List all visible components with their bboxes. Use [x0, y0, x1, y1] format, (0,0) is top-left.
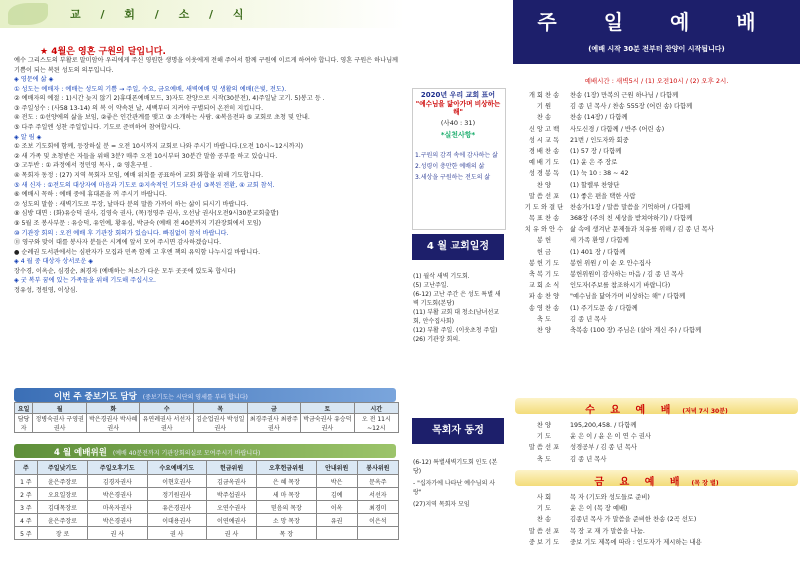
motto-verse: (사40 : 31) [440, 119, 476, 127]
order-value: 목 자 (기도와 성도들로 준비) [570, 494, 650, 501]
order-role: 봉 헌 [536, 237, 552, 245]
table-cell: 유연례권사 서선자권사 [140, 414, 194, 433]
order-value: 368장 (주의 친 세상을 받쳐야하기) / 다함께 [570, 215, 693, 223]
order-row [518, 202, 798, 213]
table-cell: 오요일장로 [37, 488, 87, 501]
order-role: 중 보 기 도 [528, 538, 560, 546]
announcement-line: ① 성도는 예배자 : 예배는 성도의 기쁨 → 주일, 수요, 금요예배, 새벽예배 및 생활의 예배(은빛, 전도). [14, 85, 287, 93]
order-value: 윤 은 이 (목 장 예배) [570, 505, 628, 513]
table-header-cell: 수요예배기도 [147, 461, 206, 475]
announcement-line: 정유성, 정원영, 이상심. [14, 287, 78, 295]
table-cell: 김예 [316, 488, 357, 501]
order-role: 찬 송 [536, 516, 552, 524]
schedule-list [413, 272, 503, 344]
order-role: 성 시 교 독 [528, 136, 560, 144]
announcement-body [14, 56, 399, 296]
announcement-intro: 예수 그리스도의 부활로 말미암아 우리에게 주신 영원한 생명을 이웃에게 전해 주어서 함께 구원에 이르게 하여야 합니다. 영혼 구원은 하나님께 기쁨이 되는 복된 성도의 의무입니다. [14, 57, 399, 74]
table-header-cell: 오후헌금위원 [257, 461, 316, 475]
order-value: (1) 눅 10 : 38 ~ 42 [570, 170, 629, 178]
order-row [518, 291, 798, 302]
announcement-line: ⑤ 새 신자 : ①전도의 대상자에 마음과 기도로 ②지속적인 기도와 관심 ③복된 전환, ④ 교회 참석. [14, 181, 275, 189]
table-header-cell: 주일오후기도 [88, 461, 147, 475]
table-header-cell: 주일낮기도 [37, 461, 87, 475]
order-role: 치 유 와 안 수 [524, 226, 564, 234]
table-cell: 1 주 [15, 475, 38, 488]
table-cell: 유은경권사 [147, 501, 206, 514]
motto-heading: 2020년 우리 교회 표어 [420, 91, 496, 99]
announcement-line: ● 순례권 도서관에서는 심판자가 모집과 민족 함께 고 후엔 책의 유익함 나누시길 바랍니다. [14, 248, 261, 256]
order-value: 봉헌 위원 / 이 순 오 안수집사 [570, 259, 652, 267]
announcement-line: 장수경, 이옥순, 심경순, 최경자 (예배하는 처소가 다운 모두 곳곳에 있도록 합시다) [14, 267, 236, 275]
order-role: 예 배 기 도 [528, 159, 560, 167]
order-value: 인도자(주보를 참조하시기 바랍니다) [570, 282, 671, 290]
order-role: 말 씀 선 포 [528, 527, 560, 535]
order-value: 성경공부 / 김 종 년 목사 [570, 444, 637, 452]
table-cell: 이현호권사 [147, 475, 206, 488]
table-cell: 마옥자권사 [88, 501, 147, 514]
table-cell: 오연수권사 [206, 501, 256, 514]
table-row [15, 475, 399, 488]
pastor-item: (6-12) 특별새벽기도회 인도 (본당) [413, 459, 498, 475]
announcement-line: ⑧ 심방 대면 : (화)유승덕 권사, 김영숙 권사, (목)정영주 권사, 오선남 권사(오전9시30분교회출발) [14, 210, 279, 218]
practice-item: 2.성령이 충만한 예배의 삶 [415, 163, 485, 170]
order-value: 봉헌위원이 감사하는 마음 / 김 종 년 목사 [570, 271, 684, 278]
order-value: (1) 좋은 편을 택한 사람 [570, 192, 636, 200]
order-value: (1) 주기도문 송 / 다함께 [570, 304, 638, 312]
announcement-line: ◈ 알 림 ◈ [14, 133, 42, 141]
order-role: 교 회 소 식 [528, 282, 560, 290]
announcement-line: ⑦ 성도의 말씀 : 새벽기도로 무장, 날마다 분의 말씀 가까이 하는 삶이 되시기 바랍니다. [14, 200, 249, 208]
order-role: 축 도 [536, 315, 552, 323]
order-row [518, 514, 798, 525]
table-row [15, 414, 399, 433]
practice-list [415, 152, 503, 185]
order-role: 찬 양 [536, 181, 552, 189]
order-role: 기 도 [536, 505, 552, 513]
order-value: 윤 은 이 / 윤 은 이 연 수 권사 [570, 433, 651, 441]
order-row [518, 537, 798, 548]
order-row [518, 180, 798, 191]
order-row [518, 503, 798, 514]
prayer-subtitle: (중보기도는 시단의 영세를 부터 합니다) [142, 394, 248, 401]
order-value: 21번 / 인도자와 회중 [570, 136, 629, 144]
table-cell: 세 마 목장 [257, 488, 316, 501]
table-cell: 정기원권사 [147, 488, 206, 501]
schedule-item: (11) 부활 교회 대 청소(남녀선교회, 안수집사회) [413, 309, 500, 325]
order-row [518, 101, 798, 112]
order-row [518, 157, 798, 168]
table-header-cell: 안내위원 [316, 461, 357, 475]
worship-section-bar [14, 444, 396, 458]
worship-staff-subtitle: (예배 40분전까지 기관장회의실로 모여주시기 바랍니다) [112, 450, 261, 457]
order-value: (1) 할렐루 찬양단 [570, 181, 620, 189]
table-cell: 권 사 [206, 527, 256, 540]
announcement-line: ③ 주일성수 : (사58 13-14) 의 복 이 약속된 날, 세백부터 지켜야 구별되어 온전히 지킵니다. [14, 104, 264, 112]
table-row [15, 514, 399, 527]
table-cell: 은 혜 목장 [257, 475, 316, 488]
order-row [518, 168, 798, 179]
table-cell: 담당자 [15, 414, 33, 433]
order-role: 기 원 [536, 103, 552, 111]
order-role: 찬 양 [536, 422, 552, 429]
order-row [518, 431, 798, 442]
order-row [518, 454, 798, 465]
pastor-item: (27)지역 목회자 모임 [413, 501, 470, 508]
wednesday-order-list [518, 420, 798, 465]
pastor-title: 목회자 동정 [412, 418, 504, 444]
sunday-order-list [518, 90, 798, 336]
order-row [518, 314, 798, 325]
church-motto: "예수님을 닮아가며 비상하는 해" [415, 100, 501, 116]
announcement-line: ② 새 가족 및 초청받은 자들을 위해 3분? 매주 오전 10시부터 30분간 말씀 공부를 하고 있습니다. [14, 152, 278, 160]
table-cell: 2 주 [15, 488, 38, 501]
order-role: 사 회 [536, 494, 552, 501]
order-role: 경 배 찬 송 [528, 147, 560, 155]
table-cell: 문옥주 [357, 475, 398, 488]
sunday-subtitle: (예배 시작 30분 전부터 찬양이 시작됩니다) [588, 45, 725, 53]
order-role: 신 앙 고 백 [528, 125, 560, 133]
schedule-item: (12) 부활 주일. (이웃초청 주일) [413, 327, 498, 334]
table-cell: 4 주 [15, 514, 38, 527]
order-row [518, 124, 798, 135]
order-value: 중보 기도 제목에 따라 : 인도자가 제시하는 내용 [570, 538, 702, 546]
order-value: (1) 57 장 / 다함께 [570, 147, 622, 155]
table-cell: 장 로 [37, 527, 87, 540]
table-cell: 박은경권사 [88, 514, 147, 527]
table-cell: 최경미 [357, 501, 398, 514]
sunday-times: 예배시간 : 새벽5시 / (1) 오전10시 / (2) 오후 2시. [584, 77, 729, 85]
table-cell [357, 527, 398, 540]
order-role: 목 표 찬 송 [528, 215, 560, 223]
wednesday-title: 수 요 예 배 [585, 405, 677, 416]
schedule-item: (6-12) 고난 주간 은 성도 특별 새벽 기도회(본당) [413, 291, 501, 307]
order-role: 찬 양 [536, 326, 552, 334]
table-cell: 서선자 [357, 488, 398, 501]
order-value: (1) 401 장 / 다함께 [570, 248, 626, 256]
order-value: 김종년 목사 가 말씀을 준비한 찬송 (2곡 선도) [570, 516, 697, 524]
pastor-list [413, 458, 503, 512]
table-header-cell: 요일 [15, 403, 33, 414]
table-cell: 박은 [316, 475, 357, 488]
order-value: 김 종 년 목사 / 찬송 555장 (어린 송) 다함께 [570, 103, 693, 111]
announcement-line: ◈ 영문에 삶 ◈ [14, 76, 54, 83]
order-role: 성 경 봉 독 [528, 170, 560, 178]
announcement-title: ★ 4월은 영혼 구원의 달입니다. [40, 47, 166, 57]
order-row [518, 269, 798, 280]
table-cell: 박은경권사 [88, 488, 147, 501]
order-role: 기 도 와 결 단 [524, 203, 564, 211]
order-row [518, 247, 798, 258]
order-role: 축 복 기 도 [528, 271, 560, 278]
friday-order-list [518, 492, 798, 548]
table-header-cell: 월 [33, 403, 87, 414]
order-row [518, 258, 798, 269]
wednesday-subtitle: (저녁 7시 30분) [682, 408, 728, 415]
announcement-line: ◈ 굿 복부 꿈에 있는 가족들을 위해 기도해 주십시오. [14, 277, 157, 285]
table-row [15, 488, 399, 501]
order-row [518, 325, 798, 336]
table-header-cell: 금 [247, 403, 301, 414]
order-role: 말 씀 선 포 [528, 192, 560, 200]
table-header-cell: 수 [140, 403, 194, 414]
friday-bar [515, 470, 798, 486]
order-value: 김 종 년 목사 [570, 315, 607, 323]
order-row [518, 303, 798, 314]
order-row [518, 442, 798, 453]
table-cell: 박은경권사 박사혜권사 [86, 414, 140, 433]
table-cell: 김대목장로 [37, 501, 87, 514]
order-value: 삶 속에 생겨난 문제들과 치유를 위해 / 김 종 년 목사 [570, 226, 714, 234]
order-row [518, 135, 798, 146]
order-row [518, 90, 798, 101]
order-role: 찬 송 [536, 114, 552, 122]
order-row [518, 420, 798, 431]
prayer-table [14, 402, 399, 433]
prayer-title: 이번 주 중보기도 담당 [54, 392, 137, 402]
practice-item: 3.세상을 구원하는 전도의 삶 [415, 174, 491, 181]
announcement-line: ② 예배자의 예절 : 1)시간 늦지 않기 2)휴대폰예배모드, 3)자도 찬양으로 시작(30분전), 4)주일날 고기. 5)봉고 등 . [14, 95, 325, 103]
order-role: 송 영 찬 송 [528, 304, 560, 312]
table-cell: 윤은주장로 [37, 514, 87, 527]
table-header-cell: 시간 [354, 403, 398, 414]
order-row [518, 191, 798, 202]
pastor-item: - "십자가에 나타난 예수님의 사랑" [413, 480, 496, 496]
announcement-line: ⑪ 영구와 맞이 대를 봉사자 분들은 시계에 앞서 모여 주시면 감사하겠습니다. [14, 239, 222, 247]
friday-title: 금 요 예 배 [594, 477, 686, 488]
schedule-item: (26) 기관장 회의. [413, 336, 461, 343]
table-header-cell: 봉사위원 [357, 461, 398, 475]
order-value: 김 종 년 목사 [570, 455, 607, 463]
friday-subtitle: (목 장 별) [691, 480, 719, 487]
order-value: (1) 윤 은 주 장로 [570, 159, 618, 167]
order-role: 봉 헌 기 도 [528, 259, 560, 267]
table-cell: 소 망 목장 [257, 514, 316, 527]
order-row [518, 146, 798, 157]
schedule-title: 4 월 교회일정 [412, 234, 504, 260]
order-role: 파 송 찬 양 [528, 293, 560, 301]
table-header-cell: 헌금위원 [206, 461, 256, 475]
order-value: 찬송 (14장) / 다함께 [570, 114, 628, 122]
table-cell: 유권 [316, 514, 357, 527]
table-cell: 오 전 11시~12시 [354, 414, 398, 433]
table-header-cell: 목 [194, 403, 248, 414]
announcement-line: ⑥ 예배시 꼭하 : 예배 중에 휴대폰을 꺼 주시기 바랍니다. [14, 191, 167, 199]
order-value: 축복송 (100 장) 주님은 (살아 계신 주) / 다함께 [570, 326, 702, 334]
order-role: 개 회 찬 송 [528, 92, 560, 99]
order-row [518, 492, 798, 503]
announcement-line: ◈ 4 월 중 대상자 상서로운 ◈ [14, 258, 94, 266]
order-role: 기 도 [536, 433, 552, 441]
order-row [518, 235, 798, 246]
prayer-section-bar [14, 388, 396, 402]
order-value: 찬송 (1장) 만복의 근원 하나님 / 다함께 [570, 92, 679, 99]
order-value: 목 장 교 재 가 말씀을 나눔. [570, 527, 645, 535]
table-cell: 최경주권사 최광주권사 [247, 414, 301, 433]
announcement-line: ⑨ 5월 조 봉사부문 : 유승덕, 유인예, 황유심, 박금숙 (예배 전 40분까지 기관장회에서 모임) [14, 219, 262, 227]
order-row [518, 224, 798, 235]
table-header-cell: 주 [15, 461, 38, 475]
order-value: "예수님을 닮아가며 비상하는 해" / 다함께 [570, 293, 686, 301]
order-row [518, 213, 798, 224]
order-value: 사도신경 / 다함께 / 반주 (어린 송) [570, 125, 665, 133]
table-cell: 목 장 [257, 527, 316, 540]
schedule-item: (1) 월삭 새벽 기도회. [413, 273, 470, 280]
order-role: 말 씀 선 포 [528, 444, 560, 452]
leaf-icon [8, 3, 48, 25]
order-value: 195,200,458. / 다함께 [570, 422, 637, 429]
practice-item: 1.구원의 감격 속에 감사하는 삶 [415, 152, 498, 159]
order-row [518, 280, 798, 291]
table-cell: 이은석 [357, 514, 398, 527]
worship-staff-title: 4 월 예배위원 [54, 448, 107, 458]
announcement-line: ⑩ 기관장 회의 : 오전 예배 후 기관장 회의가 있습니다. 빠짐없이 참석 바랍니다. [14, 229, 229, 237]
announcement-line: ③ 고두반 : ① 과정에서 정민영 목사 , ② 영혼구원 . [14, 162, 152, 170]
announcement-line: ④ 전도 : ①선양에의 삶을 보임, ②좋은 인간관계를 맺고 ③ 소개하는 사람. ④복음전파 ⑤ 교회로 초청 및 안내. [14, 114, 310, 122]
table-cell: 믿음의 목장 [257, 501, 316, 514]
table-header-cell: 화 [86, 403, 140, 414]
table-cell: 김순업권사 박성일권사 [194, 414, 248, 433]
announcement-line: ④ 목회자 동정 : (27) 지역 목회자 모임, 예배 위치를 공표하여 교회 화합을 위해 기도합니다. [14, 171, 264, 179]
announcement-line: ⑤ 다주 주일엔 성찬 주일입니다. 기도로 준비하여 참여합시다. [14, 123, 181, 131]
order-role: 헌 금 [536, 248, 552, 256]
sunday-title: 주 일 예 배 [537, 10, 776, 34]
page-title: 교 / 회 / 소 / 식 [70, 8, 252, 21]
announcement-line: ① 조보 기도회에 함께, 등장하실 분 = 오전 10시까지 교회로 나와 주시기 바랍니다.(오전 10시~12시까지) [14, 143, 304, 151]
order-value: 찬송가(1장 / 말씀 말씀을 기억하며 / 다함께 [570, 203, 691, 211]
schedule-item: (5) 고난주일. [413, 282, 449, 289]
order-value: 세 가족 환영 / 다함께 [570, 237, 629, 245]
table-cell: 이연예권사 [206, 514, 256, 527]
table-cell: 5 주 [15, 527, 38, 540]
table-cell: 이대용권사 [147, 514, 206, 527]
table-cell: 박금숙권사 유승덕권사 [301, 414, 355, 433]
table-cell: 이옥 [316, 501, 357, 514]
table-cell: 박주섭권사 [206, 488, 256, 501]
order-role: 축 도 [536, 455, 552, 463]
table-cell: 권 사 [88, 527, 147, 540]
table-row [15, 501, 399, 514]
order-row [518, 526, 798, 537]
order-row [518, 112, 798, 123]
table-cell: 권 사 [147, 527, 206, 540]
wednesday-bar [515, 398, 798, 414]
table-cell [316, 527, 357, 540]
practice-title: *실천사항* [440, 131, 476, 139]
table-cell: 김금옥권사 [206, 475, 256, 488]
table-cell: 윤은주장로 [37, 475, 87, 488]
table-cell: 3 주 [15, 501, 38, 514]
table-cell: 정병숙권사 구영권권사 [33, 414, 87, 433]
worship-staff-table [14, 460, 399, 540]
table-cell: 김경자권사 [88, 475, 147, 488]
table-header-cell: 토 [301, 403, 355, 414]
table-row [15, 527, 399, 540]
